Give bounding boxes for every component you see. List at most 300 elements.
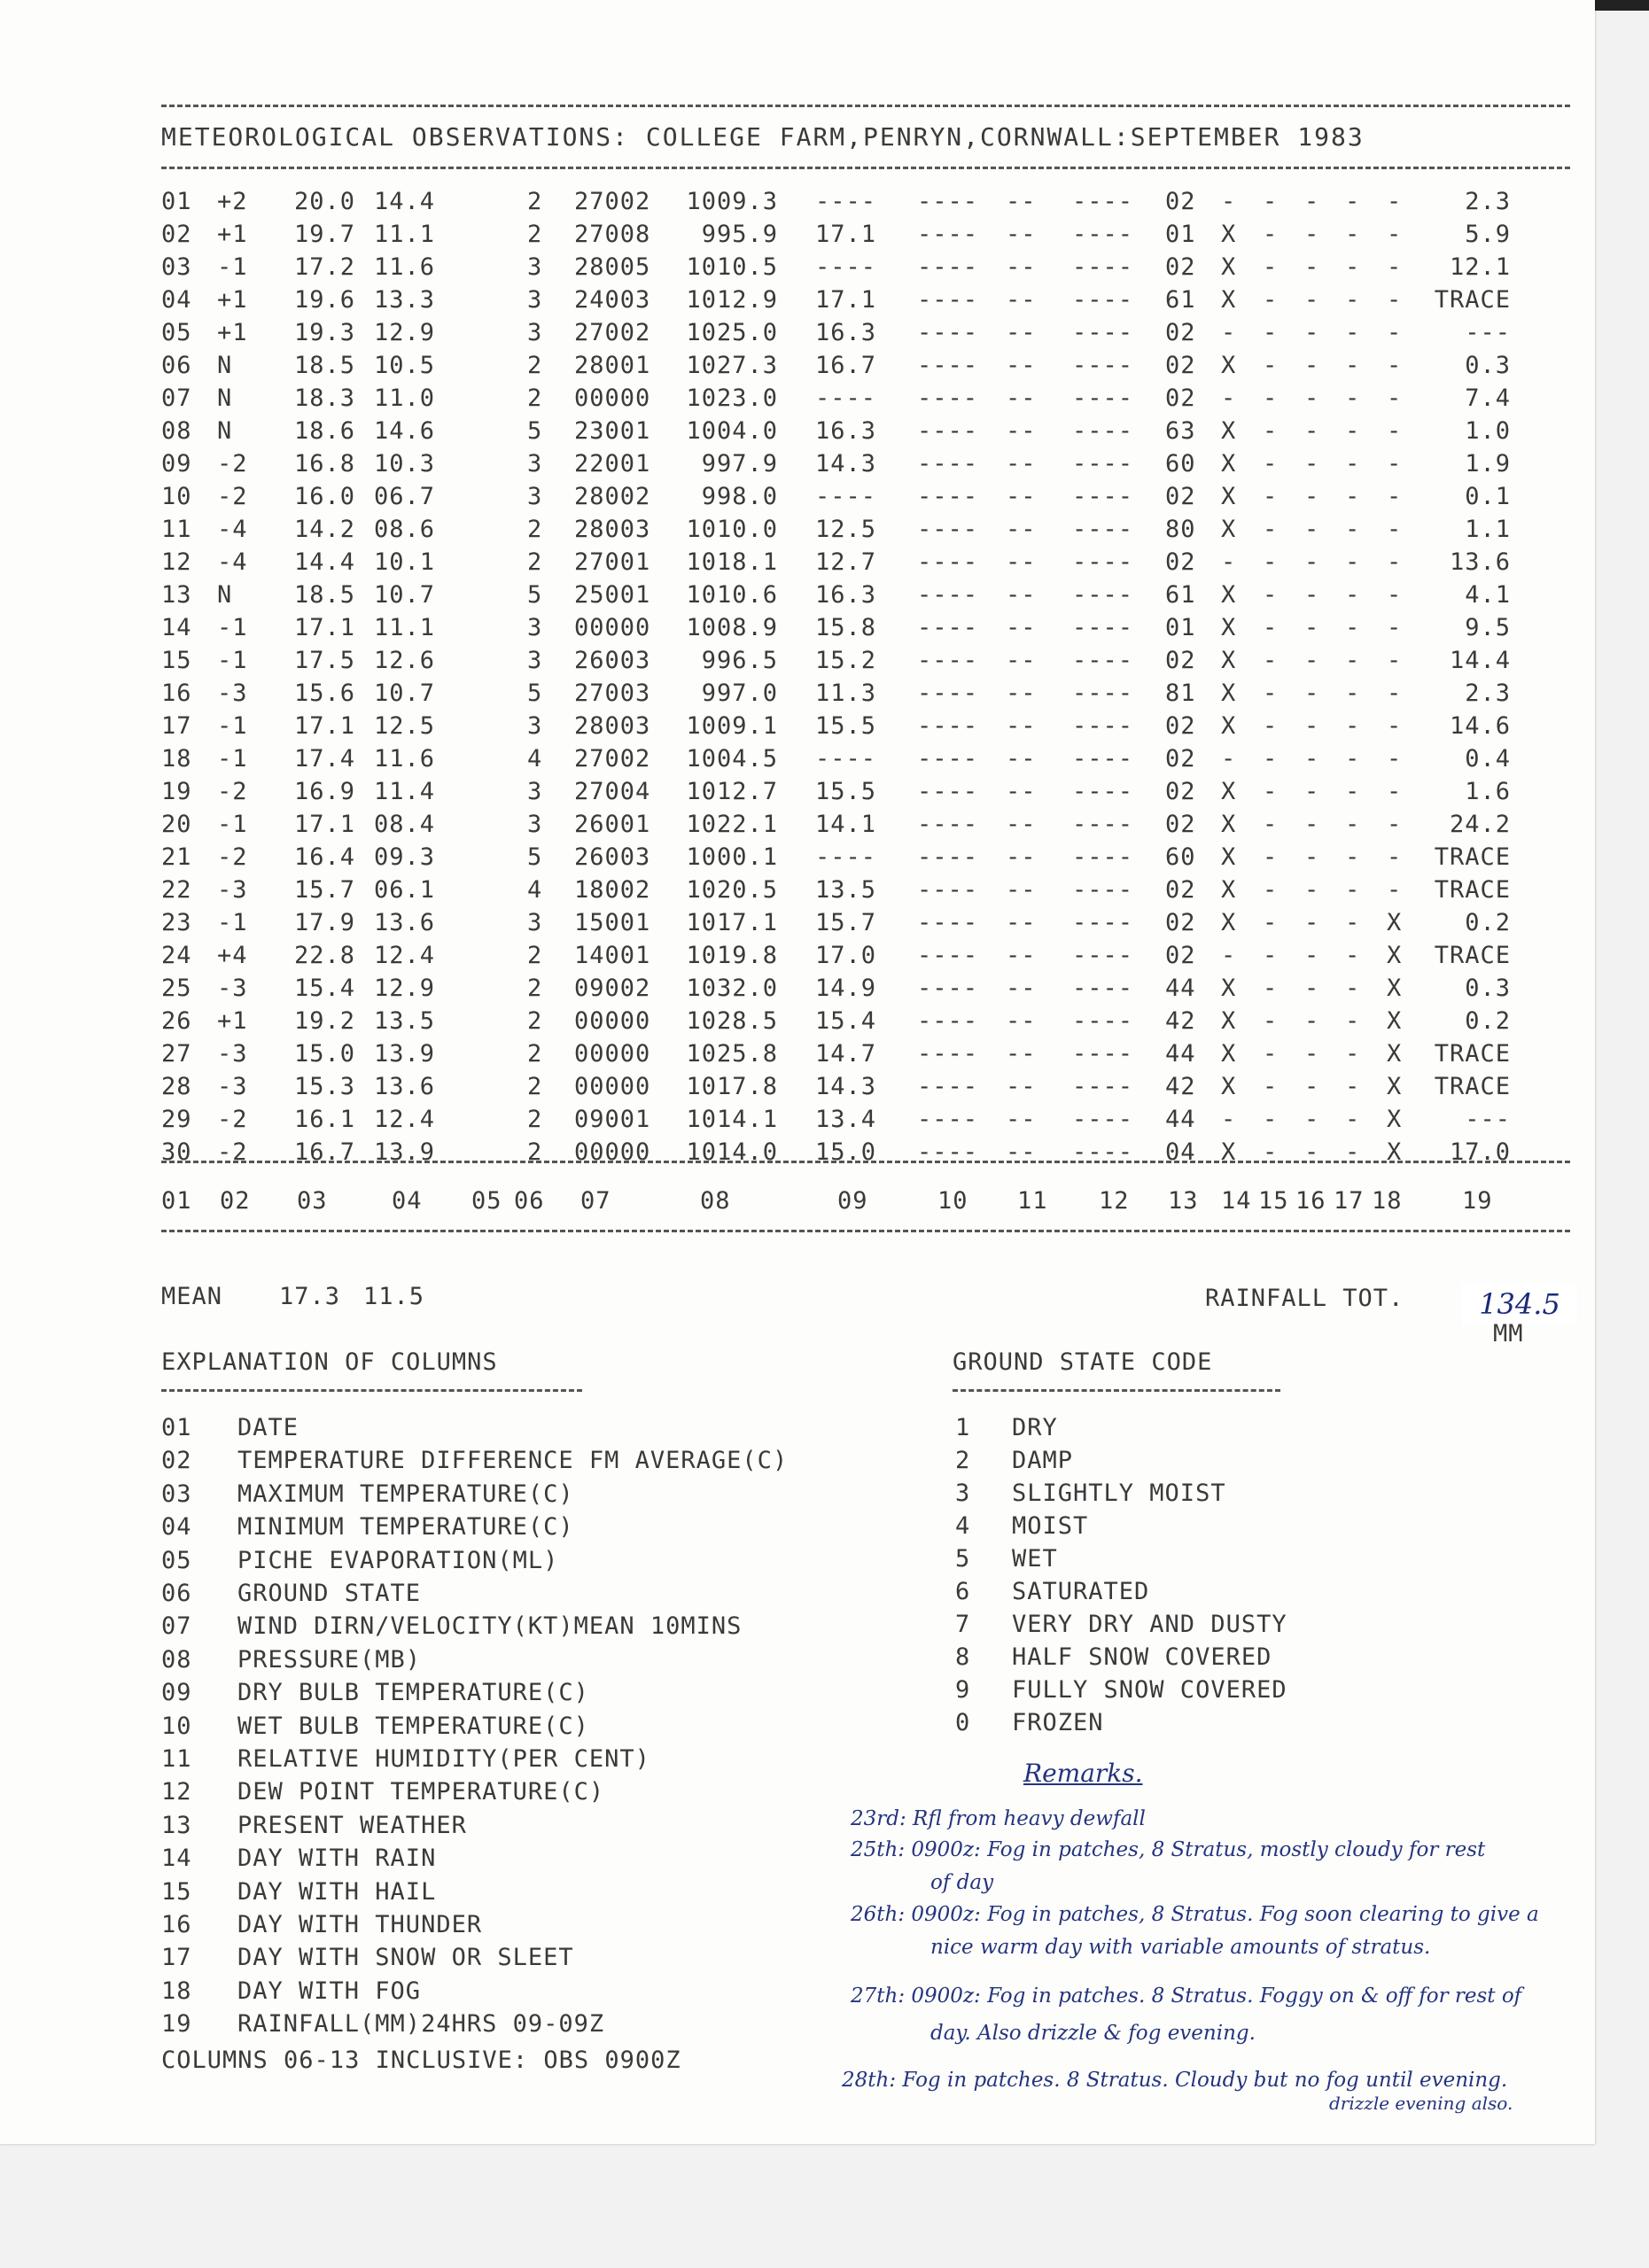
table-cell: ---- bbox=[815, 188, 877, 215]
table-cell: ---- bbox=[1072, 384, 1134, 412]
table-cell: - bbox=[1263, 1007, 1279, 1035]
table-cell: 1009.1 bbox=[686, 712, 778, 740]
table-cell: 44 bbox=[1165, 975, 1196, 1002]
table-cell: 3 bbox=[527, 614, 543, 641]
remark-line: of day bbox=[930, 1871, 994, 1894]
table-cell: ---- bbox=[1072, 975, 1134, 1002]
table-cell: 1018.1 bbox=[686, 548, 778, 576]
table-cell: 17.2 bbox=[294, 253, 356, 281]
table-cell: ---- bbox=[1072, 614, 1134, 641]
table-cell: -3 bbox=[217, 1073, 248, 1100]
table-cell: 44 bbox=[1165, 1106, 1196, 1133]
table-cell: ---- bbox=[1072, 516, 1134, 543]
table-cell: - bbox=[1387, 221, 1403, 248]
table-cell: 28002 bbox=[574, 483, 651, 510]
table-cell: - bbox=[1304, 253, 1320, 281]
table-cell: 18.3 bbox=[294, 384, 356, 412]
table-cell: ---- bbox=[1072, 417, 1134, 445]
table-cell: X bbox=[1387, 1040, 1403, 1068]
table-cell: 2 bbox=[527, 188, 543, 215]
column-number: 11 bbox=[1017, 1187, 1048, 1215]
explanation-description: RAINFALL(MM)24HRS 09-09Z bbox=[237, 2010, 605, 2039]
table-cell: 0.3 bbox=[1465, 352, 1511, 379]
table-cell: ---- bbox=[1072, 450, 1134, 478]
table-cell: TRACE bbox=[1434, 876, 1511, 904]
table-cell: - bbox=[1304, 483, 1320, 510]
remark-line: 23rd: Rfl from heavy dewfall bbox=[851, 1807, 1146, 1830]
table-cell: - bbox=[1304, 548, 1320, 576]
mean-min-value: 11.5 bbox=[363, 1283, 425, 1310]
table-cell: 12.9 bbox=[374, 319, 436, 346]
table-cell: ---- bbox=[917, 188, 979, 215]
table-cell: X bbox=[1221, 975, 1237, 1002]
table-cell: 06.1 bbox=[374, 876, 436, 904]
table-cell: X bbox=[1221, 352, 1237, 379]
table-cell: ---- bbox=[917, 876, 979, 904]
table-cell: 11.6 bbox=[374, 745, 436, 773]
table-cell: -- bbox=[1006, 778, 1037, 805]
explanation-description: PICHE EVAPORATION(ML) bbox=[237, 1546, 559, 1574]
table-cell: ---- bbox=[1072, 1073, 1134, 1100]
table-cell: -3 bbox=[217, 1040, 248, 1068]
table-cell: 9.5 bbox=[1465, 614, 1511, 641]
table-cell: - bbox=[1387, 680, 1403, 707]
table-cell: 16.4 bbox=[294, 843, 356, 871]
table-cell: 13.9 bbox=[374, 1138, 436, 1166]
table-cell: 14.2 bbox=[294, 516, 356, 543]
remark-line: 26th: 0900z: Fog in patches, 8 Stratus. Fog soon clearing to give a bbox=[851, 1903, 1539, 1926]
table-cell: -- bbox=[1006, 352, 1037, 379]
table-cell: ---- bbox=[815, 253, 877, 281]
table-cell: 16.7 bbox=[815, 352, 877, 379]
table-cell: ---- bbox=[1072, 712, 1134, 740]
table-cell: 3 bbox=[527, 483, 543, 510]
table-cell: X bbox=[1221, 811, 1237, 838]
table-cell: - bbox=[1387, 614, 1403, 641]
explanation-number: 18 bbox=[161, 1977, 192, 2005]
table-cell: X bbox=[1221, 221, 1237, 248]
table-cell: - bbox=[1345, 1138, 1361, 1166]
column-number: 01 bbox=[161, 1187, 192, 1215]
table-cell: - bbox=[1345, 319, 1361, 346]
table-cell: - bbox=[1387, 352, 1403, 379]
table-cell: 15001 bbox=[574, 909, 651, 936]
table-cell: - bbox=[1263, 614, 1279, 641]
table-cell: 2 bbox=[527, 548, 543, 576]
table-cell: -- bbox=[1006, 548, 1037, 576]
table-cell: - bbox=[1345, 614, 1361, 641]
column-number: 16 bbox=[1295, 1187, 1326, 1215]
table-cell: - bbox=[1263, 417, 1279, 445]
table-cell: X bbox=[1221, 614, 1237, 641]
table-cell: 09001 bbox=[574, 1106, 651, 1133]
explanation-number: 13 bbox=[161, 1811, 192, 1839]
table-cell: 13.4 bbox=[815, 1106, 877, 1133]
table-cell: -2 bbox=[217, 1138, 248, 1166]
table-cell: ---- bbox=[1072, 909, 1134, 936]
explanation-description: DAY WITH HAIL bbox=[237, 1877, 437, 1906]
table-cell: - bbox=[1345, 1106, 1361, 1133]
table-cell: X bbox=[1221, 1040, 1237, 1068]
table-cell: 02 bbox=[1165, 712, 1196, 740]
explanation-description: WET BULB TEMPERATURE(C) bbox=[237, 1712, 589, 1740]
table-cell: 3 bbox=[527, 647, 543, 674]
table-cell: 24 bbox=[161, 942, 192, 969]
table-cell: - bbox=[1345, 909, 1361, 936]
ground-code-description: FULLY SNOW COVERED bbox=[1012, 1676, 1287, 1704]
table-cell: X bbox=[1387, 1073, 1403, 1100]
table-cell: TRACE bbox=[1434, 942, 1511, 969]
table-cell: - bbox=[1304, 516, 1320, 543]
table-cell: 00000 bbox=[574, 384, 651, 412]
rainfall-unit: MM bbox=[1493, 1320, 1524, 1348]
table-cell: 13 bbox=[161, 581, 192, 609]
explanation-number: 17 bbox=[161, 1944, 192, 1972]
table-cell: 17.5 bbox=[294, 647, 356, 674]
table-cell: -4 bbox=[217, 516, 248, 543]
table-cell: -- bbox=[1006, 843, 1037, 871]
table-cell: 1012.7 bbox=[686, 778, 778, 805]
table-cell: - bbox=[1345, 1040, 1361, 1068]
explanation-description: PRESSURE(MB) bbox=[237, 1645, 422, 1674]
table-cell: ---- bbox=[917, 253, 979, 281]
table-cell: 14.6 bbox=[374, 417, 436, 445]
table-cell: - bbox=[1263, 843, 1279, 871]
table-cell: - bbox=[1221, 384, 1237, 412]
explanation-description: RELATIVE HUMIDITY(PER CENT) bbox=[237, 1745, 650, 1773]
table-cell: -1 bbox=[217, 745, 248, 773]
explanation-description: DAY WITH SNOW OR SLEET bbox=[237, 1944, 574, 1972]
table-cell: 2 bbox=[527, 1138, 543, 1166]
table-cell: 0.3 bbox=[1465, 975, 1511, 1002]
table-cell: -- bbox=[1006, 417, 1037, 445]
table-cell: - bbox=[1304, 811, 1320, 838]
table-cell: ---- bbox=[917, 286, 979, 314]
table-cell: -- bbox=[1006, 1073, 1037, 1100]
table-cell: 60 bbox=[1165, 450, 1196, 478]
table-cell: 12.5 bbox=[815, 516, 877, 543]
table-cell: -2 bbox=[217, 483, 248, 510]
table-cell: - bbox=[1263, 548, 1279, 576]
table-cell: ---- bbox=[1072, 876, 1134, 904]
table-cell: - bbox=[1345, 483, 1361, 510]
table-cell: 1027.3 bbox=[686, 352, 778, 379]
table-cell: 15.0 bbox=[294, 1040, 356, 1068]
table-cell: - bbox=[1263, 352, 1279, 379]
table-cell: 10.3 bbox=[374, 450, 436, 478]
table-cell: X bbox=[1221, 450, 1237, 478]
explanation-number: 01 bbox=[161, 1414, 192, 1441]
table-cell: 11.6 bbox=[374, 253, 436, 281]
table-cell: X bbox=[1221, 1138, 1237, 1166]
table-cell: 14.4 bbox=[374, 188, 436, 215]
ground-code-description: DAMP bbox=[1012, 1447, 1074, 1474]
explanation-description: DAY WITH THUNDER bbox=[237, 1911, 483, 1938]
explanation-description: PRESENT WEATHER bbox=[237, 1811, 467, 1839]
table-cell: 5 bbox=[527, 680, 543, 707]
ground-code-description: SLIGHTLY MOIST bbox=[1012, 1480, 1226, 1507]
table-cell: 20 bbox=[161, 811, 192, 838]
table-cell: 997.9 bbox=[701, 450, 778, 478]
table-cell: 12.4 bbox=[374, 942, 436, 969]
dashed-underline bbox=[161, 1389, 582, 1397]
table-cell: +2 bbox=[217, 188, 248, 215]
table-cell: 10 bbox=[161, 483, 192, 510]
table-cell: 12.1 bbox=[1449, 253, 1511, 281]
table-cell: -1 bbox=[217, 614, 248, 641]
table-cell: - bbox=[1345, 253, 1361, 281]
table-cell: ---- bbox=[1072, 745, 1134, 773]
table-cell: ---- bbox=[917, 909, 979, 936]
table-cell: 80 bbox=[1165, 516, 1196, 543]
table-cell: -- bbox=[1006, 221, 1037, 248]
table-cell: 16.8 bbox=[294, 450, 356, 478]
table-cell: 00000 bbox=[574, 1007, 651, 1035]
dashed-rule bbox=[161, 1161, 1570, 1172]
table-cell: 1.1 bbox=[1465, 516, 1511, 543]
table-cell: 2 bbox=[527, 1007, 543, 1035]
table-cell: 14.6 bbox=[1449, 712, 1511, 740]
table-cell: - bbox=[1345, 975, 1361, 1002]
table-cell: 5.9 bbox=[1465, 221, 1511, 248]
table-cell: 2 bbox=[527, 384, 543, 412]
table-cell: -- bbox=[1006, 483, 1037, 510]
table-cell: 19.2 bbox=[294, 1007, 356, 1035]
table-cell: ---- bbox=[1072, 319, 1134, 346]
table-cell: 2.3 bbox=[1465, 188, 1511, 215]
table-cell: 1010.5 bbox=[686, 253, 778, 281]
table-cell: 22001 bbox=[574, 450, 651, 478]
dashed-rule bbox=[161, 105, 1570, 116]
table-cell: ---- bbox=[1072, 1007, 1134, 1035]
table-cell: ---- bbox=[1072, 942, 1134, 969]
table-cell: - bbox=[1304, 909, 1320, 936]
table-cell: - bbox=[1263, 1138, 1279, 1166]
table-cell: 15.5 bbox=[815, 712, 877, 740]
table-cell: X bbox=[1221, 581, 1237, 609]
table-cell: - bbox=[1263, 811, 1279, 838]
table-cell: 4.1 bbox=[1465, 581, 1511, 609]
table-cell: 22 bbox=[161, 876, 192, 904]
table-cell: ---- bbox=[917, 745, 979, 773]
table-cell: 00000 bbox=[574, 1073, 651, 1100]
table-cell: 44 bbox=[1165, 1040, 1196, 1068]
table-cell: 14.1 bbox=[815, 811, 877, 838]
table-cell: 27004 bbox=[574, 778, 651, 805]
table-cell: 18.5 bbox=[294, 352, 356, 379]
table-cell: -2 bbox=[217, 450, 248, 478]
column-number: 13 bbox=[1168, 1187, 1199, 1215]
rainfall-total-label: RAINFALL TOT. bbox=[1205, 1285, 1404, 1312]
table-cell: ---- bbox=[815, 384, 877, 412]
table-cell: 25 bbox=[161, 975, 192, 1002]
table-cell: -- bbox=[1006, 319, 1037, 346]
table-cell: ---- bbox=[917, 1138, 979, 1166]
table-cell: 26 bbox=[161, 1007, 192, 1035]
dashed-rule bbox=[161, 1230, 1570, 1241]
table-cell: -- bbox=[1006, 1138, 1037, 1166]
column-number: 19 bbox=[1462, 1187, 1493, 1215]
table-cell: 16.3 bbox=[815, 581, 877, 609]
column-number: 08 bbox=[700, 1187, 731, 1215]
table-cell: 15.0 bbox=[815, 1138, 877, 1166]
table-cell: -- bbox=[1006, 384, 1037, 412]
ground-code-number: 9 bbox=[955, 1676, 971, 1704]
table-cell: 1017.1 bbox=[686, 909, 778, 936]
table-cell: ---- bbox=[917, 614, 979, 641]
column-number: 15 bbox=[1258, 1187, 1289, 1215]
table-cell: 16.0 bbox=[294, 483, 356, 510]
table-cell: ---- bbox=[917, 319, 979, 346]
table-cell: -- bbox=[1006, 450, 1037, 478]
table-cell: - bbox=[1387, 286, 1403, 314]
ground-code-description: SATURATED bbox=[1012, 1578, 1150, 1605]
table-cell: ---- bbox=[917, 450, 979, 478]
table-cell: - bbox=[1263, 745, 1279, 773]
table-cell: 13.5 bbox=[374, 1007, 436, 1035]
table-cell: - bbox=[1304, 286, 1320, 314]
column-number: 03 bbox=[297, 1187, 328, 1215]
table-cell: - bbox=[1345, 581, 1361, 609]
table-cell: 1028.5 bbox=[686, 1007, 778, 1035]
table-cell: - bbox=[1345, 811, 1361, 838]
table-cell: - bbox=[1263, 384, 1279, 412]
table-cell: 14001 bbox=[574, 942, 651, 969]
table-cell: TRACE bbox=[1434, 843, 1511, 871]
table-cell: 00000 bbox=[574, 1040, 651, 1068]
table-cell: 3 bbox=[527, 712, 543, 740]
table-cell: 1008.9 bbox=[686, 614, 778, 641]
table-cell: ---- bbox=[917, 843, 979, 871]
table-cell: X bbox=[1387, 942, 1403, 969]
table-cell: ---- bbox=[1072, 581, 1134, 609]
table-cell: ---- bbox=[917, 680, 979, 707]
table-cell: -2 bbox=[217, 1106, 248, 1133]
ground-code-description: VERY DRY AND DUSTY bbox=[1012, 1611, 1287, 1638]
table-cell: ---- bbox=[1072, 1138, 1134, 1166]
explanation-number: 07 bbox=[161, 1612, 192, 1641]
ground-code-number: 3 bbox=[955, 1480, 971, 1507]
table-cell: 14.4 bbox=[1449, 647, 1511, 674]
table-cell: - bbox=[1221, 942, 1237, 969]
table-cell: - bbox=[1263, 450, 1279, 478]
table-cell: 7.4 bbox=[1465, 384, 1511, 412]
explanation-number: 10 bbox=[161, 1712, 192, 1740]
ground-code-number: 4 bbox=[955, 1512, 971, 1540]
columns-footnote: COLUMNS 06-13 INCLUSIVE: OBS 0900Z bbox=[161, 2047, 681, 2074]
table-cell: ---- bbox=[917, 647, 979, 674]
table-cell: 02 bbox=[1165, 352, 1196, 379]
ground-code-description: DRY bbox=[1012, 1414, 1058, 1441]
table-cell: - bbox=[1221, 1106, 1237, 1133]
table-cell: - bbox=[1345, 843, 1361, 871]
table-cell: X bbox=[1221, 909, 1237, 936]
table-cell: -1 bbox=[217, 712, 248, 740]
table-cell: - bbox=[1304, 1138, 1320, 1166]
table-cell: - bbox=[1304, 188, 1320, 215]
table-cell: - bbox=[1263, 876, 1279, 904]
table-cell: X bbox=[1221, 1007, 1237, 1035]
table-cell: ---- bbox=[1072, 811, 1134, 838]
table-cell: ---- bbox=[917, 548, 979, 576]
table-cell: -1 bbox=[217, 647, 248, 674]
ground-code-description: HALF SNOW COVERED bbox=[1012, 1643, 1272, 1671]
ground-code-description: FROZEN bbox=[1012, 1709, 1104, 1736]
table-cell: 15.8 bbox=[815, 614, 877, 641]
table-cell: 28005 bbox=[574, 253, 651, 281]
table-cell: 22.8 bbox=[294, 942, 356, 969]
table-cell: - bbox=[1263, 516, 1279, 543]
table-cell: 63 bbox=[1165, 417, 1196, 445]
table-cell: 12.4 bbox=[374, 1106, 436, 1133]
table-cell: -- bbox=[1006, 516, 1037, 543]
table-cell: 1004.5 bbox=[686, 745, 778, 773]
column-number: 18 bbox=[1372, 1187, 1403, 1215]
table-cell: -2 bbox=[217, 843, 248, 871]
explanation-number: 05 bbox=[161, 1546, 192, 1574]
table-cell: 3 bbox=[527, 319, 543, 346]
explanation-number: 03 bbox=[161, 1480, 192, 1508]
table-cell: 08.4 bbox=[374, 811, 436, 838]
explanation-number: 15 bbox=[161, 1877, 192, 1906]
table-cell: 1025.0 bbox=[686, 319, 778, 346]
table-cell: ---- bbox=[917, 1040, 979, 1068]
explanation-description: DEW POINT TEMPERATURE(C) bbox=[237, 1778, 605, 1806]
table-cell: 02 bbox=[1165, 745, 1196, 773]
table-cell: 1004.0 bbox=[686, 417, 778, 445]
remark-line: day. Also drizzle & fog evening. bbox=[930, 2022, 1256, 2045]
table-cell: 3 bbox=[527, 811, 543, 838]
table-cell: -- bbox=[1006, 1040, 1037, 1068]
table-cell: 12.9 bbox=[374, 975, 436, 1002]
table-cell: 3 bbox=[527, 909, 543, 936]
table-cell: ---- bbox=[1072, 1040, 1134, 1068]
table-cell: 23001 bbox=[574, 417, 651, 445]
explanation-description: MAXIMUM TEMPERATURE(C) bbox=[237, 1480, 574, 1508]
table-cell: - bbox=[1345, 942, 1361, 969]
table-cell: ---- bbox=[1072, 843, 1134, 871]
table-cell: - bbox=[1263, 712, 1279, 740]
table-cell: ---- bbox=[917, 483, 979, 510]
table-cell: 10.5 bbox=[374, 352, 436, 379]
table-cell: 13.6 bbox=[374, 1073, 436, 1100]
table-cell: -3 bbox=[217, 975, 248, 1002]
table-cell: 14.9 bbox=[815, 975, 877, 1002]
dashed-underline bbox=[953, 1389, 1280, 1397]
table-cell: +1 bbox=[217, 286, 248, 314]
table-cell: 1010.6 bbox=[686, 581, 778, 609]
table-cell: 16 bbox=[161, 680, 192, 707]
explanation-number: 09 bbox=[161, 1679, 192, 1707]
table-cell: 17.9 bbox=[294, 909, 356, 936]
table-cell: 1014.1 bbox=[686, 1106, 778, 1133]
ground-code-number: 6 bbox=[955, 1578, 971, 1605]
explanation-description: GROUND STATE bbox=[237, 1580, 422, 1607]
table-cell: 2 bbox=[527, 942, 543, 969]
table-cell: - bbox=[1345, 450, 1361, 478]
table-cell: +1 bbox=[217, 1007, 248, 1035]
table-cell: --- bbox=[1465, 1106, 1511, 1133]
table-cell: - bbox=[1221, 319, 1237, 346]
table-cell: 09 bbox=[161, 450, 192, 478]
table-cell: 3 bbox=[527, 286, 543, 314]
table-cell: ---- bbox=[815, 745, 877, 773]
table-cell: -- bbox=[1006, 188, 1037, 215]
table-cell: ---- bbox=[1072, 647, 1134, 674]
explanation-description: DAY WITH RAIN bbox=[237, 1845, 437, 1873]
table-cell: 1014.0 bbox=[686, 1138, 778, 1166]
table-cell: --- bbox=[1465, 319, 1511, 346]
